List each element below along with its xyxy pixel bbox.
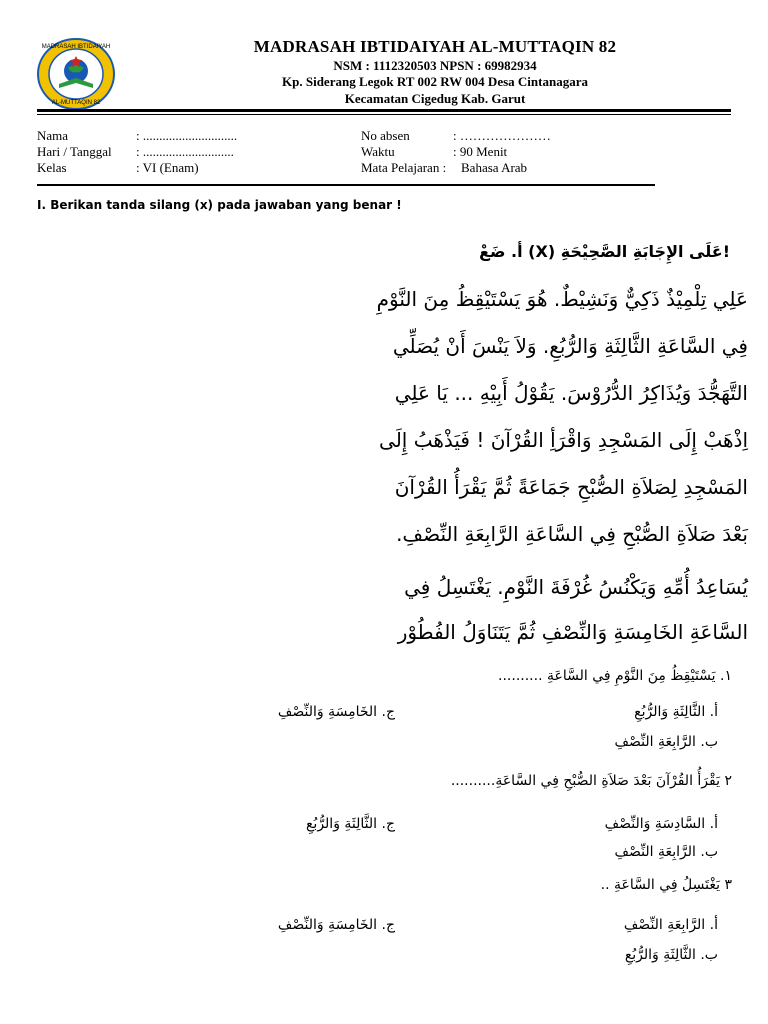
waktu-value: : 90 Menit xyxy=(453,144,508,159)
instruction: I. Berikan tanda silang (x) pada jawaban yang benar ! xyxy=(37,198,402,212)
section-title: !عَلَى الإِجَابَةِ الصَّحِيْحَةِ (X) أ. ضَعْ xyxy=(479,242,730,261)
q1-option-a[interactable]: أ. الثَّالِثَةِ وَالرُّبُعِ xyxy=(634,704,718,720)
school-address: Kp. Siderang Legok RT 002 RW 004 Desa Cintanagara xyxy=(282,74,588,89)
school-name: MADRASAH IBTIDAIYAH AL-MUTTAQIN 82 xyxy=(253,37,617,56)
q1-option-b[interactable]: ب. الرَّابِعَةِ النِّصْفِ xyxy=(614,734,718,750)
passage-line: عَلِي تِلْمِيْذٌ ذَكِيٌّ وَنَشِيْطٌ. هُوَ يَسْتَيْقِظُ مِنَ النَّوْمِ xyxy=(376,287,748,311)
school-logo xyxy=(37,38,115,110)
hari-label: Hari / Tanggal xyxy=(37,144,112,159)
question-2: ٢ يَقْرَأُ القُرْآنَ بَعْدَ صَلاَةِ الصُّبْحِ فِي السَّاعَةِ.......... xyxy=(450,773,732,789)
absen-label: No absen xyxy=(361,128,410,143)
waktu-label: Waktu xyxy=(361,144,395,159)
info-divider xyxy=(37,184,655,186)
q2-option-b[interactable]: ب. الرَّابِعَةِ النِّصْفِ xyxy=(614,844,718,860)
passage-line: التَّهَجُّدَ وَيُذَاكِرُ الدُّرُوْسَ. يَقُوْلُ أَبِيْهِ ... يَا عَلِي xyxy=(394,381,748,405)
q3-option-a[interactable]: أ. الرَّابِعَةِ النِّصْفِ xyxy=(623,917,718,933)
kelas-value: : VI (Enam) xyxy=(136,160,199,175)
passage-line: المَسْجِدِ لِصَلاَةِ الصُّبْحِ جَمَاعَةً ثُمَّ يَقْرَأُ القُرْآنَ xyxy=(394,475,748,499)
passage-line: يُسَاعِدُ أُمِّهِ وَيَكْنُسُ غُرْفَةَ النَّوْمِ. يَغْتَسِلُ فِي xyxy=(404,575,748,599)
question-1: ١. يَسْتَيْقِظُ مِنَ النَّوْمِ فِي السَّاعَةِ .......... xyxy=(498,668,732,684)
q1-option-c[interactable]: ج. الخَامِسَةِ وَالنِّصْفِ xyxy=(277,704,395,720)
absen-field[interactable]: : ………………… xyxy=(453,128,551,143)
passage-line: بَعْدَ صَلاَةِ الصُّبْحِ فِي السَّاعَةِ الرَّابِعَةِ النِّصْفِ. xyxy=(396,522,748,546)
hari-field[interactable]: : ............................ xyxy=(136,144,234,159)
nama-field[interactable]: : ............................. xyxy=(136,128,238,143)
svg-text:MADRASAH IBTIDAIYAH: MADRASAH IBTIDAIYAH xyxy=(41,44,111,50)
q3-option-c[interactable]: ج. الخَامِسَةِ وَالنِّصْفِ xyxy=(277,917,395,933)
header-divider xyxy=(37,109,731,112)
q2-option-c[interactable]: ج. الثَّالِثَةِ وَالرُّبُعِ xyxy=(305,816,395,832)
passage-line: السَّاعَةِ الخَامِسَةِ وَالنِّصْفِ ثُمَّ يَتَنَاوَلُ الفُطُوْر xyxy=(397,620,748,644)
school-ids: NSM : 1112320503 NPSN : 69982934 xyxy=(333,58,537,73)
svg-text:AL-MUTTAQIN 82: AL-MUTTAQIN 82 xyxy=(51,100,101,106)
passage-line: اِذْهَبْ إِلَى المَسْجِدِ وَاقْرَأِ القُرْآنَ ! فَيَذْهَبُ إِلَى xyxy=(379,428,748,452)
nama-label: Nama xyxy=(37,128,69,143)
kelas-label: Kelas xyxy=(37,160,67,175)
mapel-value: Bahasa Arab xyxy=(461,160,528,175)
mapel-label: Mata Pelajaran : xyxy=(361,160,447,175)
q2-option-a[interactable]: أ. السَّادِسَةِ وَالنِّصْفِ xyxy=(604,816,718,832)
school-district: Kecamatan Cigedug Kab. Garut xyxy=(344,91,526,106)
header-divider-thin xyxy=(37,114,731,115)
passage-line: فِي السَّاعَةِ الثَّالِثَةِ وَالرُّبُعِ. وَلاَ يَنْسَ أَنْ يُصَلِّي xyxy=(392,334,748,358)
question-3: ٣ يَغْتَسِلُ فِي السَّاعَةِ .. xyxy=(600,877,732,893)
q3-option-b[interactable]: ب. الثَّالِثَةِ وَالرُّبُعِ xyxy=(624,947,718,963)
